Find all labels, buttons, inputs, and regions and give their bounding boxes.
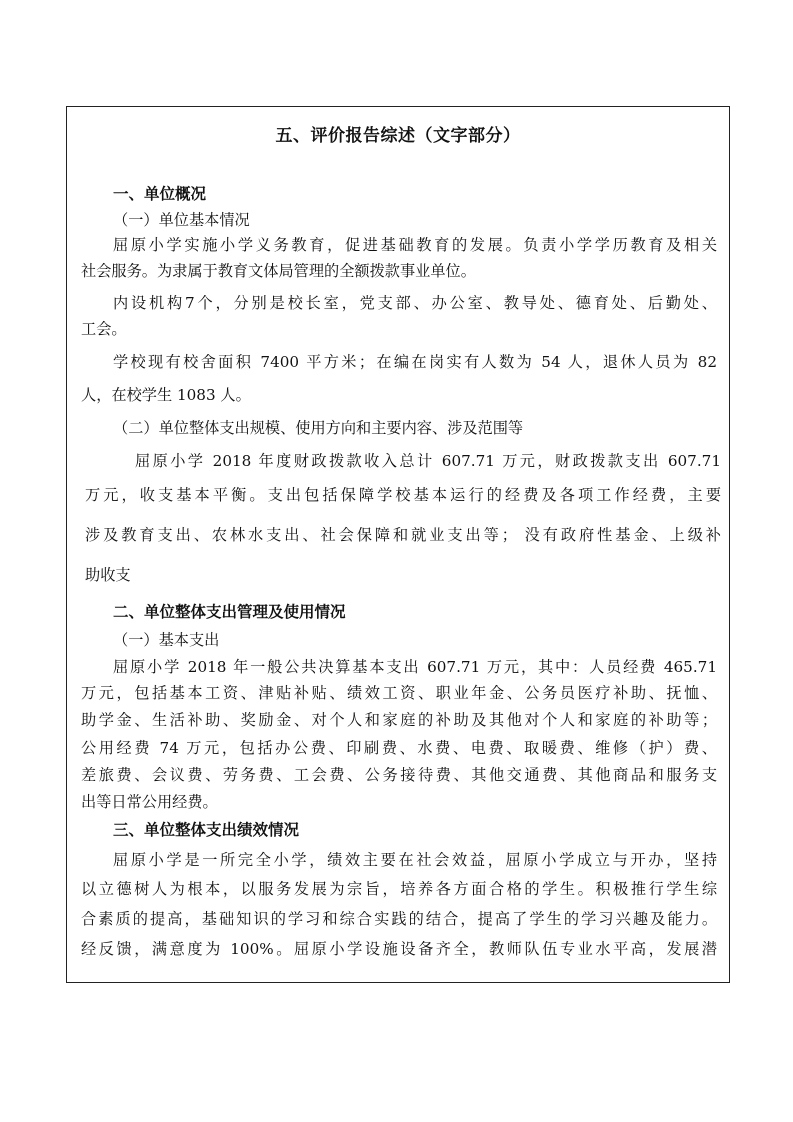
subsection-heading: （一）基本支出 <box>113 631 220 649</box>
paragraph-line: 差旅费、会议费、劳务费、工会费、公务接待费、其他交通费、其他商品和服务支 <box>81 766 717 784</box>
paragraph-line: 屈原小学 2018 年度财政拨款收入总计 607.71 万元，财政拨款支出 607.71 <box>135 452 721 470</box>
report-title: 五、评价报告综述（文字部分） <box>275 126 521 146</box>
section-heading: 一、单位概况 <box>113 185 207 203</box>
paragraph-line: 涉及教育支出、农林水支出、社会保障和就业支出等； 没有政府性基金、上级补 <box>85 526 721 544</box>
paragraph-line: 屈原小学实施小学义务教育，促进基础教育的发展。负责小学学历教育及相关 <box>113 236 717 254</box>
subsection-heading: （二）单位整体支出规模、使用方向和主要内容、涉及范围等 <box>113 419 524 437</box>
paragraph-line: 公用经费 74 万元，包括办公费、印刷费、水费、电费、取暖费、维修（护）费、 <box>81 739 717 757</box>
paragraph-line: 屈原小学 2018 年一般公共决算基本支出 607.71 万元，其中：人员经费 465.71 <box>113 658 717 676</box>
paragraph-line: 助收支 <box>85 566 131 584</box>
paragraph-line: 助学金、生活补助、奖励金、对个人和家庭的补助及其他对个人和家庭的补助等； <box>81 711 717 729</box>
subsection-heading: （一）单位基本情况 <box>113 211 250 229</box>
paragraph-line: 人，在校学生 1083 人。 <box>81 386 251 404</box>
paragraph-line: 合素质的提高，基础知识的学习和综合实践的结合，提高了学生的学习兴趣及能力。 <box>81 910 717 928</box>
paragraph-line: 以立德树人为根本，以服务发展为宗旨，培养各方面合格的学生。积极推行学生综 <box>81 880 717 898</box>
paragraph-line: 学校现有校舍面积 7400 平方米；在编在岗实有人数为 54 人，退休人员为 82 <box>113 353 717 371</box>
section-heading: 三、单位整体支出绩效情况 <box>113 821 300 839</box>
paragraph-line: 屈原小学是一所完全小学，绩效主要在社会效益，屈原小学成立与开办，坚持 <box>113 851 717 869</box>
paragraph-line: 经反馈，满意度为 100%。屈原小学设施设备齐全，教师队伍专业水平高，发展潜 <box>81 940 717 958</box>
paragraph-line: 万元，包括基本工资、津贴补贴、绩效工资、职业年金、公务员医疗补助、抚恤、 <box>81 684 717 702</box>
report-frame <box>66 106 730 983</box>
paragraph-line: 万元，收支基本平衡。支出包括保障学校基本运行的经费及各项工作经费，主要 <box>85 486 721 504</box>
paragraph-line: 工会。 <box>81 320 127 338</box>
paragraph-line: 内设机构7个，分别是校长室，党支部、办公室、教导处、德育处、后勤处、 <box>113 294 717 312</box>
section-heading: 二、单位整体支出管理及使用情况 <box>113 603 346 621</box>
paragraph-line: 出等日常公用经费。 <box>81 793 218 811</box>
paragraph-line: 社会服务。为隶属于教育文体局管理的全额拨款事业单位。 <box>81 262 476 280</box>
